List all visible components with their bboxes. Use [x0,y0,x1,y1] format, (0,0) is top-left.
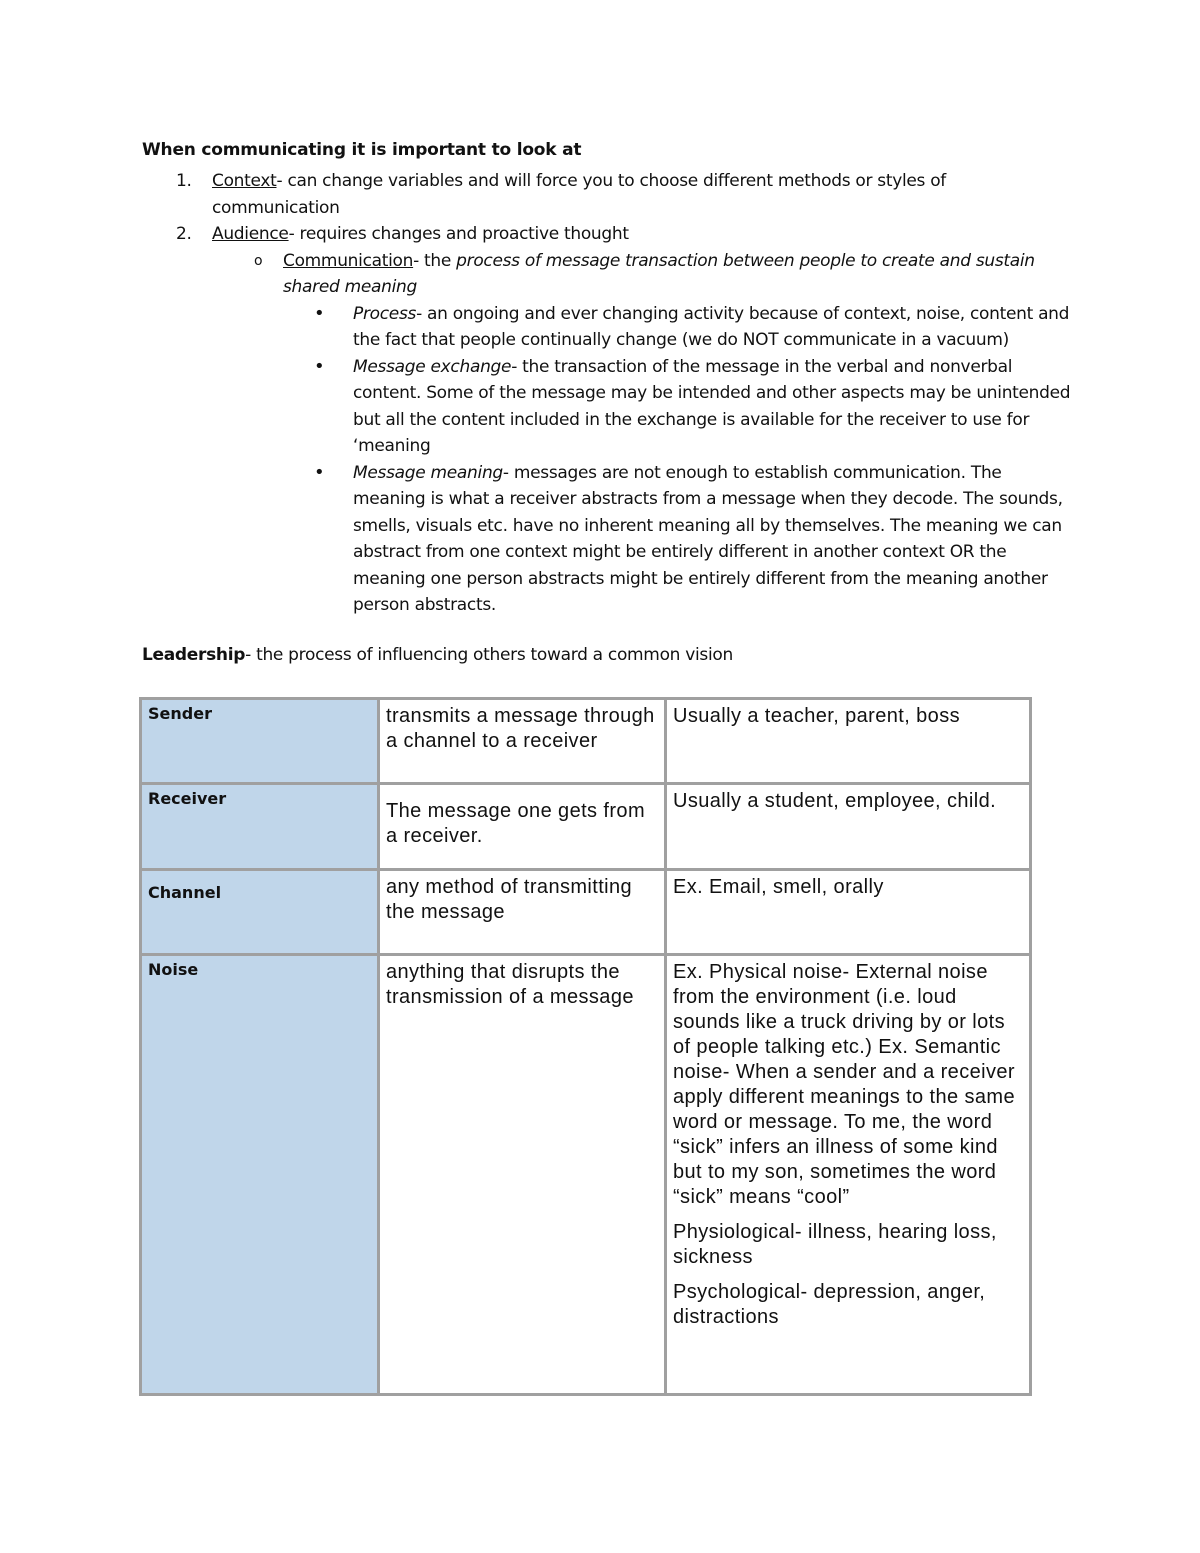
table-row [141,870,1031,955]
table-example-cell [666,699,1031,784]
communication-lead: - the [413,250,457,271]
table-definition-cell: The message one gets from a receiver. [379,784,666,870]
table-row [141,955,1031,1395]
list-item-context [142,168,1062,221]
communication-table [139,697,1032,1396]
example-paragraph: Usually a teacher, parent, boss [673,705,960,727]
table-term-cell: Channel [141,870,379,955]
term-message-exchange: Message exchange [353,356,512,377]
table-example-cell [666,784,1031,870]
circle-bullet-icon: o [254,252,263,269]
process-text: - an ongoing and ever changing activity because of context, noise, content and the fact that people continually change (we do NOT communicate in a vacuum) [353,303,1070,350]
bullet-item-message-meaning [142,460,1073,619]
term-communication: Communication [283,250,414,271]
table-definition-cell: transmits a message through a channel to a receiver [379,699,666,784]
table-definition-cell: any method of transmitting the message [379,870,666,955]
communication-definition: process of message transaction between people to create and sustain shared meaning [283,250,1035,297]
bullet-icon: • [314,355,325,377]
table-row [141,699,1031,784]
table-term-cell: Noise [141,955,379,1395]
table-row [141,784,1031,870]
table-term-cell: Sender [141,699,379,784]
bullet-icon: • [314,302,325,324]
bullet-icon: • [314,461,325,483]
message-meaning-text: - messages are not enough to establish communication. The meaning is what a receiver abstracts from a message when they decode. The sounds, smells, visuals etc. have no inherent meaning all by themselves. The meaning we can abstract from one context might be entirely different in another context OR the meaning one person abstracts might be entirely different from the meaning another person abstracts. [353,462,1063,615]
example-paragraph: Ex. Email, smell, orally [673,876,884,898]
table-term-cell: Receiver [141,784,379,870]
list-item-audience [142,221,1062,248]
example-paragraph: Physiological- illness, hearing loss, sickness [673,1221,997,1268]
example-paragraph: Ex. Physical noise- External noise from the environment (i.e. loud sounds like a truck driving by or lots of people talking etc.) Ex. Semantic noise- When a sender and a receiver apply different meanings to the same word or message. To me, the word “sick” infers an illness of some kind but to my son, sometimes the word “sick” means “cool” [673,961,1016,1208]
term-message-meaning: Message meaning [353,462,503,483]
term-audience: Audience [212,224,289,244]
list-number: 2. [176,224,192,244]
bullet-item-process [142,301,1073,354]
context-text: - can change variables and will force you to choose different methods or styles of communication [212,171,946,218]
example-paragraph: Usually a student, employee, child. [673,790,997,812]
message-exchange-text: - the transaction of the message in the verbal and nonverbal content. Some of the message may be intended and other aspects may be unintended but all the content included in the exchange is available for the receiver to use for ‘meaning [353,356,1071,456]
document-body [142,140,1071,665]
audience-text: - requires changes and proactive thought [288,224,629,244]
term-leadership: Leadership [142,644,246,665]
term-process: Process [353,303,417,324]
term-context: Context [212,171,277,191]
leadership-line [142,645,1062,665]
sub-item-communication [142,248,1062,301]
table-example-cell [666,955,1031,1395]
table-definition-cell: anything that disrupts the transmission of a message [379,955,666,1395]
table-example-cell [666,870,1031,955]
list-number: 1. [176,171,192,191]
bullet-item-message-exchange [142,354,1073,460]
section-heading: When communicating it is important to look at [142,140,582,160]
leadership-text: - the process of influencing others toward a common vision [245,644,733,665]
example-paragraph: Psychological- depression, anger, distractions [673,1281,986,1328]
